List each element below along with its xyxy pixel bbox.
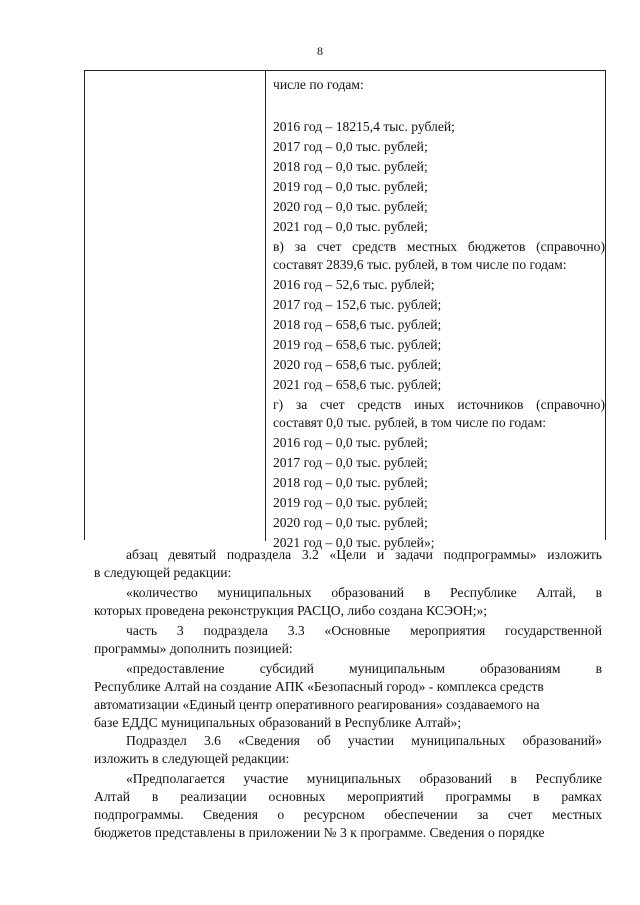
body-line: базе ЕДДС муниципальных образований в Республике Алтай»; bbox=[94, 715, 462, 730]
table-line: 2021 год – 0,0 тыс. рублей»; bbox=[273, 535, 435, 550]
body-line: программы» дополнить позицией: bbox=[94, 641, 293, 656]
table-line: 2019 год – 0,0 тыс. рублей; bbox=[273, 179, 428, 194]
table-line: 2020 год – 0,0 тыс. рублей; bbox=[273, 199, 428, 214]
table-line: 2017 год – 152,6 тыс. рублей; bbox=[273, 297, 442, 312]
page-number: 8 bbox=[317, 44, 323, 58]
table-line: 2019 год – 0,0 тыс. рублей; bbox=[273, 495, 428, 510]
body-line: бюджетов представлены в приложении № 3 к программе. Сведения о порядке bbox=[94, 825, 545, 840]
table-line: 2021 год – 0,0 тыс. рублей; bbox=[273, 219, 428, 234]
budget-table bbox=[84, 70, 606, 550]
body-line: абзац девятый подраздела 3.2 «Цели и задачи подпрограммы» изложить bbox=[126, 547, 602, 562]
table-line: 2018 год – 0,0 тыс. рублей; bbox=[273, 159, 428, 174]
table-line: числе по годам: bbox=[273, 77, 364, 92]
table-line: составят 2839,6 тыс. рублей, в том числе по годам: bbox=[273, 257, 567, 272]
body-line: Подраздел 3.6 «Сведения об участии муниципальных образований» bbox=[126, 733, 602, 748]
body-line: Алтай в реализации основных мероприятий программы в рамках bbox=[94, 789, 602, 804]
body-line: Республике Алтай на создание АПК «Безопасный город» - комплекса средств bbox=[94, 679, 544, 694]
body-line: изложить в следующей редакции: bbox=[94, 751, 290, 766]
body-line: «Предполагается участие муниципальных образований в Республике bbox=[126, 771, 602, 786]
body-line: подпрограммы. Сведения о ресурсном обеспечении за счет местных bbox=[94, 807, 602, 822]
body-line: автоматизации «Единый центр оперативного реагирования» создаваемого на bbox=[94, 697, 540, 712]
table-line: г) за счет средств иных источников (справочно) bbox=[273, 397, 605, 412]
table-line: 2020 год – 658,6 тыс. рублей; bbox=[273, 357, 442, 372]
body-line: «количество муниципальных образований в Республике Алтай, в bbox=[126, 585, 602, 600]
body-line: часть 3 подраздела 3.3 «Основные мероприятия государственной bbox=[126, 623, 602, 638]
table-line: в) за счет средств местных бюджетов (справочно) bbox=[273, 239, 605, 254]
table-line: 2016 год – 18215,4 тыс. рублей; bbox=[273, 119, 455, 134]
table-column-divider bbox=[265, 71, 266, 541]
body-line: в следующей редакции: bbox=[94, 565, 232, 580]
table-line: 2016 год – 0,0 тыс. рублей; bbox=[273, 435, 428, 450]
table-line: 2019 год – 658,6 тыс. рублей; bbox=[273, 337, 442, 352]
body-line: «предоставление субсидий муниципальным образованиям в bbox=[126, 661, 602, 676]
table-line: 2016 год – 52,6 тыс. рублей; bbox=[273, 277, 435, 292]
table-line: 2017 год – 0,0 тыс. рублей; bbox=[273, 455, 428, 470]
table-line: 2018 год – 658,6 тыс. рублей; bbox=[273, 317, 442, 332]
table-line: 2018 год – 0,0 тыс. рублей; bbox=[273, 475, 428, 490]
table-line: 2021 год – 658,6 тыс. рублей; bbox=[273, 377, 442, 392]
table-line: составят 0,0 тыс. рублей, в том числе по годам: bbox=[273, 415, 547, 430]
table-line: 2017 год – 0,0 тыс. рублей; bbox=[273, 139, 428, 154]
body-line: которых проведена реконструкция РАСЦО, либо создана КСЭОН;»; bbox=[94, 603, 488, 618]
table-line: 2020 год – 0,0 тыс. рублей; bbox=[273, 515, 428, 530]
